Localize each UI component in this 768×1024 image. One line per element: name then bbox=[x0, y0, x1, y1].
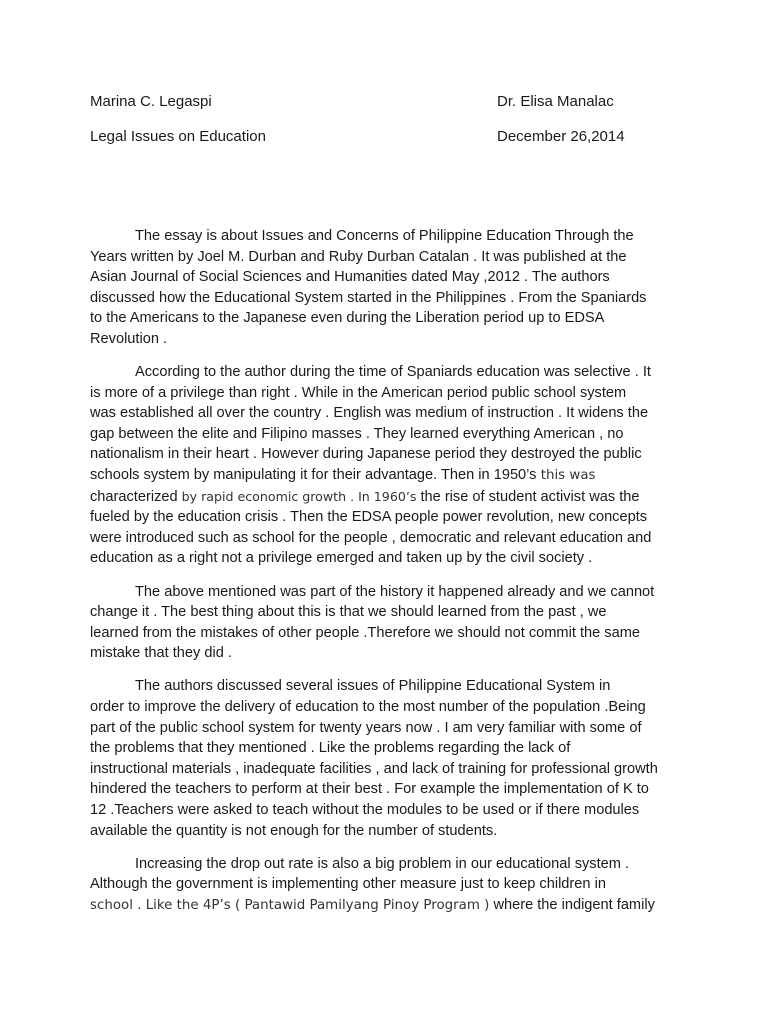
document-date: December 26,2014 bbox=[497, 128, 625, 145]
paragraph-4 bbox=[90, 676, 670, 841]
paragraph-line bbox=[90, 487, 670, 508]
author-name: Marina C. Legaspi bbox=[90, 93, 212, 110]
paragraph-line: Increasing the drop out rate is also a big problem in our educational system . bbox=[135, 855, 630, 872]
paragraph-line: instructional materials , inadequate facilities , and lack of training for professional growth bbox=[90, 760, 658, 777]
paragraph-line: change it . The best thing about this is that we should learned from the past , we bbox=[90, 604, 607, 621]
paragraph-line: The authors discussed several issues of Philippine Educational System in bbox=[135, 678, 611, 695]
paragraph-line: to the Americans to the Japanese even during the Liberation period up to EDSA bbox=[90, 310, 605, 327]
paragraph-line: Although the government is implementing other measure just to keep children in bbox=[90, 876, 606, 893]
line-segment: school . Like the 4P’s ( Pantawid Pamilyang Pinoy Program ) bbox=[90, 897, 490, 913]
instructor-name: Dr. Elisa Manalac bbox=[497, 93, 614, 110]
paragraph-line: According to the author during the time of Spaniards education was selective . It bbox=[135, 364, 651, 381]
paragraph-line: part of the public school system for twenty years now . I am very familiar with some of bbox=[90, 719, 642, 736]
paragraph-line: were introduced such as school for the people , democratic and relevant education and bbox=[90, 529, 652, 546]
course-title: Legal Issues on Education bbox=[90, 128, 266, 145]
paragraph-line: Revolution . bbox=[90, 330, 168, 347]
line-segment: characterized bbox=[90, 488, 182, 505]
paragraph-line: The above mentioned was part of the history it happened already and we cannot bbox=[135, 583, 655, 600]
paragraph-line: available the quantity is not enough for the number of students. bbox=[90, 822, 498, 839]
paragraph-line: nationalism in their heart . However during Japanese period they destroyed the public bbox=[90, 446, 642, 463]
paragraph-1 bbox=[90, 226, 670, 350]
paragraph-line: education as a right not a privilege emerged and taken up by the civil society . bbox=[90, 550, 593, 567]
line-segment: schools system by manipulating it for their advantage. Then in 1950’s bbox=[90, 467, 537, 484]
paragraph-2 bbox=[90, 362, 670, 569]
paragraph-line: fueled by the education crisis . Then the EDSA people power revolution, new concepts bbox=[90, 509, 648, 526]
paragraph-line: Asian Journal of Social Sciences and Humanities dated May ,2012 . The authors bbox=[90, 269, 610, 286]
paragraph-line bbox=[90, 465, 670, 487]
paragraph-line: gap between the elite and Filipino masses . They learned everything American , no bbox=[90, 425, 624, 442]
paragraph-line: mistake that they did . bbox=[90, 645, 232, 662]
line-segment: by rapid economic growth . In 1960’s bbox=[181, 488, 417, 504]
paragraph-5 bbox=[90, 854, 670, 917]
paragraph-line: hindered the teachers to perform at their best . For example the implementation of K to bbox=[90, 781, 649, 798]
paragraph-line: 12 .Teachers were asked to teach without the modules to be used or if there modules bbox=[90, 801, 640, 818]
paragraph-line: The essay is about Issues and Concerns of Philippine Education Through the bbox=[135, 228, 634, 244]
paragraph-line: was established all over the country . English was medium of instruction . It widens the bbox=[90, 405, 649, 422]
paragraph-line: learned from the mistakes of other people .Therefore we should not commit the same bbox=[90, 624, 640, 641]
essay-body bbox=[90, 226, 670, 929]
paragraph-3 bbox=[90, 582, 670, 664]
paragraph-line: order to improve the delivery of education to the most number of the population .Being bbox=[90, 698, 646, 715]
line-segment: the rise of student activist was the bbox=[420, 488, 640, 505]
paragraph-line: is more of a privilege than right . While in the American period public school system bbox=[90, 384, 627, 401]
paragraph-line bbox=[90, 895, 670, 917]
paragraph-line: discussed how the Educational System started in the Philippines . From the Spaniards bbox=[90, 289, 647, 306]
paragraph-line: Years written by Joel M. Durban and Ruby Durban Catalan . It was published at the bbox=[90, 248, 627, 265]
line-segment: this was bbox=[536, 468, 596, 484]
paragraph-line: the problems that they mentioned . Like the problems regarding the lack of bbox=[90, 740, 571, 757]
line-segment: where the indigent family bbox=[489, 896, 655, 913]
